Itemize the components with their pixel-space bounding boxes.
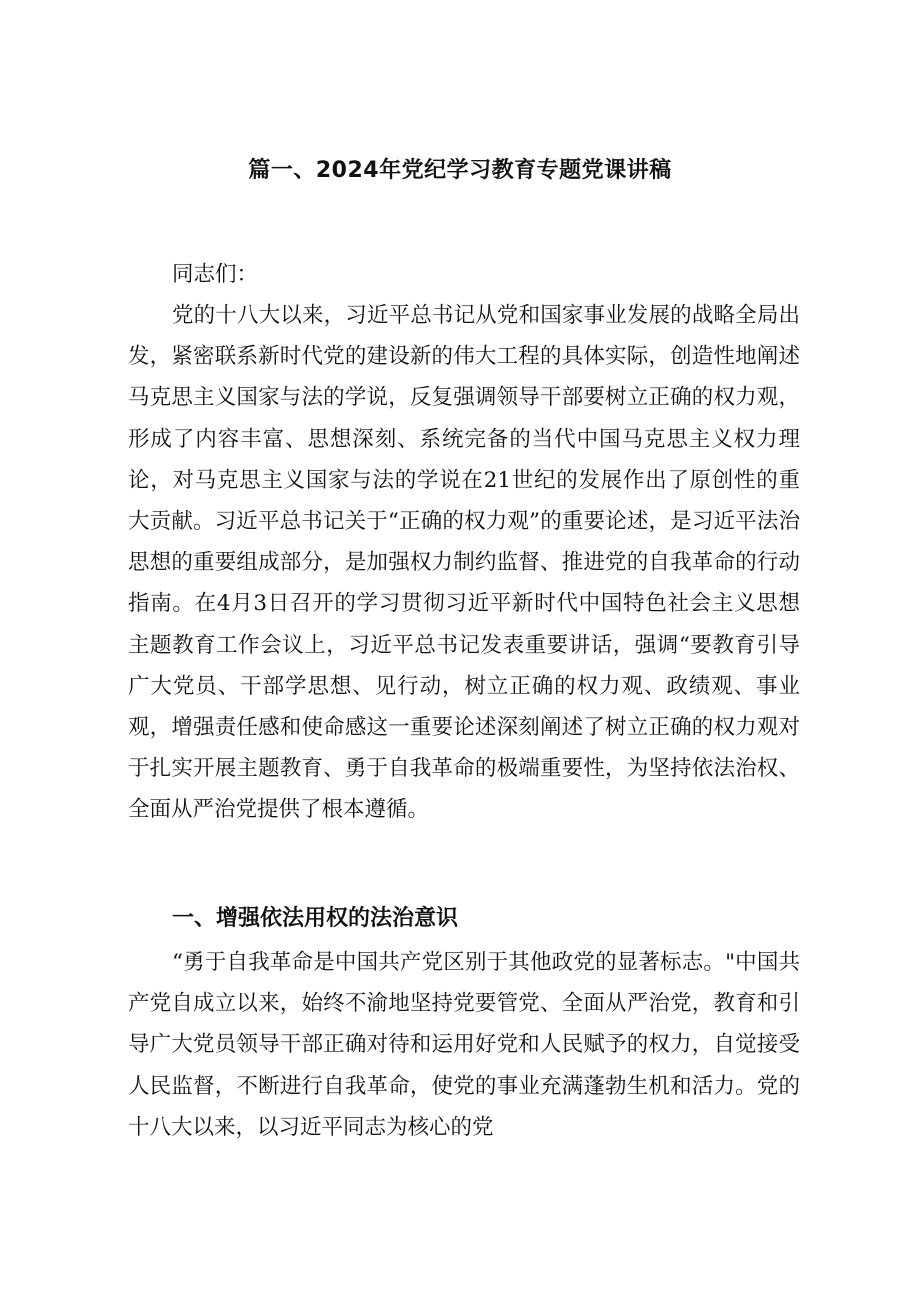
body-paragraph-2: “勇于自我革命是中国共产党区别于其他政党的显著标志。"中国共产党自成立以来，始终不渝地坚持党要管党、全面从严治党，教育和引导广大党员领导干部正确对待和运用好党和人民赋予的权力，自觉接受人民监督，不断进行自我革命，使党的事业充满蓬勃生机和活力。党的十八大以来，以习近平同志为核心的党 xyxy=(128,950,800,1140)
section-heading-1: 一、增强依法用权的法治意识 xyxy=(172,906,459,931)
document-title: 篇一、2024年党纪学习教育专题党课讲稿 xyxy=(248,158,672,183)
body-paragraph-1: 党的十八大以来，习近平总书记从党和国家事业发展的战略全局出发，紧密联系新时代党的建设新的伟大工程的具体实际，创造性地阐述马克思主义国家与法的学说，反复强调领导干部要树立正确的权力观，形成了内容丰富、思想深刻、系统完备的当代中国马克思主义权力理论，对马克思主义国家与法的学说在21世纪的发展作出了原创性的重大贡献。习近平总书记关于“正确的权力观”的重要论述，是习近平法治思想的重要组成部分，是加强权力制约监督、推进党的自我革命的行动指南。在4月3日召开的学习贯彻习近平新时代中国特色社会主义思想主题教育工作会议上，习近平总书记发表重要讲话，强调“要教育引导广大党员、干部学思想、见行动，树立正确的权力观、政绩观、事业观，增强责任感和使命感这一重要论述深刻阐述了树立正确的权力观对于扎实开展主题教育、勇于自我革命的极端重要性，为坚持依法治权、全面从严治党提供了根本遵循。 xyxy=(128,303,800,823)
salutation: 同志们： xyxy=(172,262,259,287)
